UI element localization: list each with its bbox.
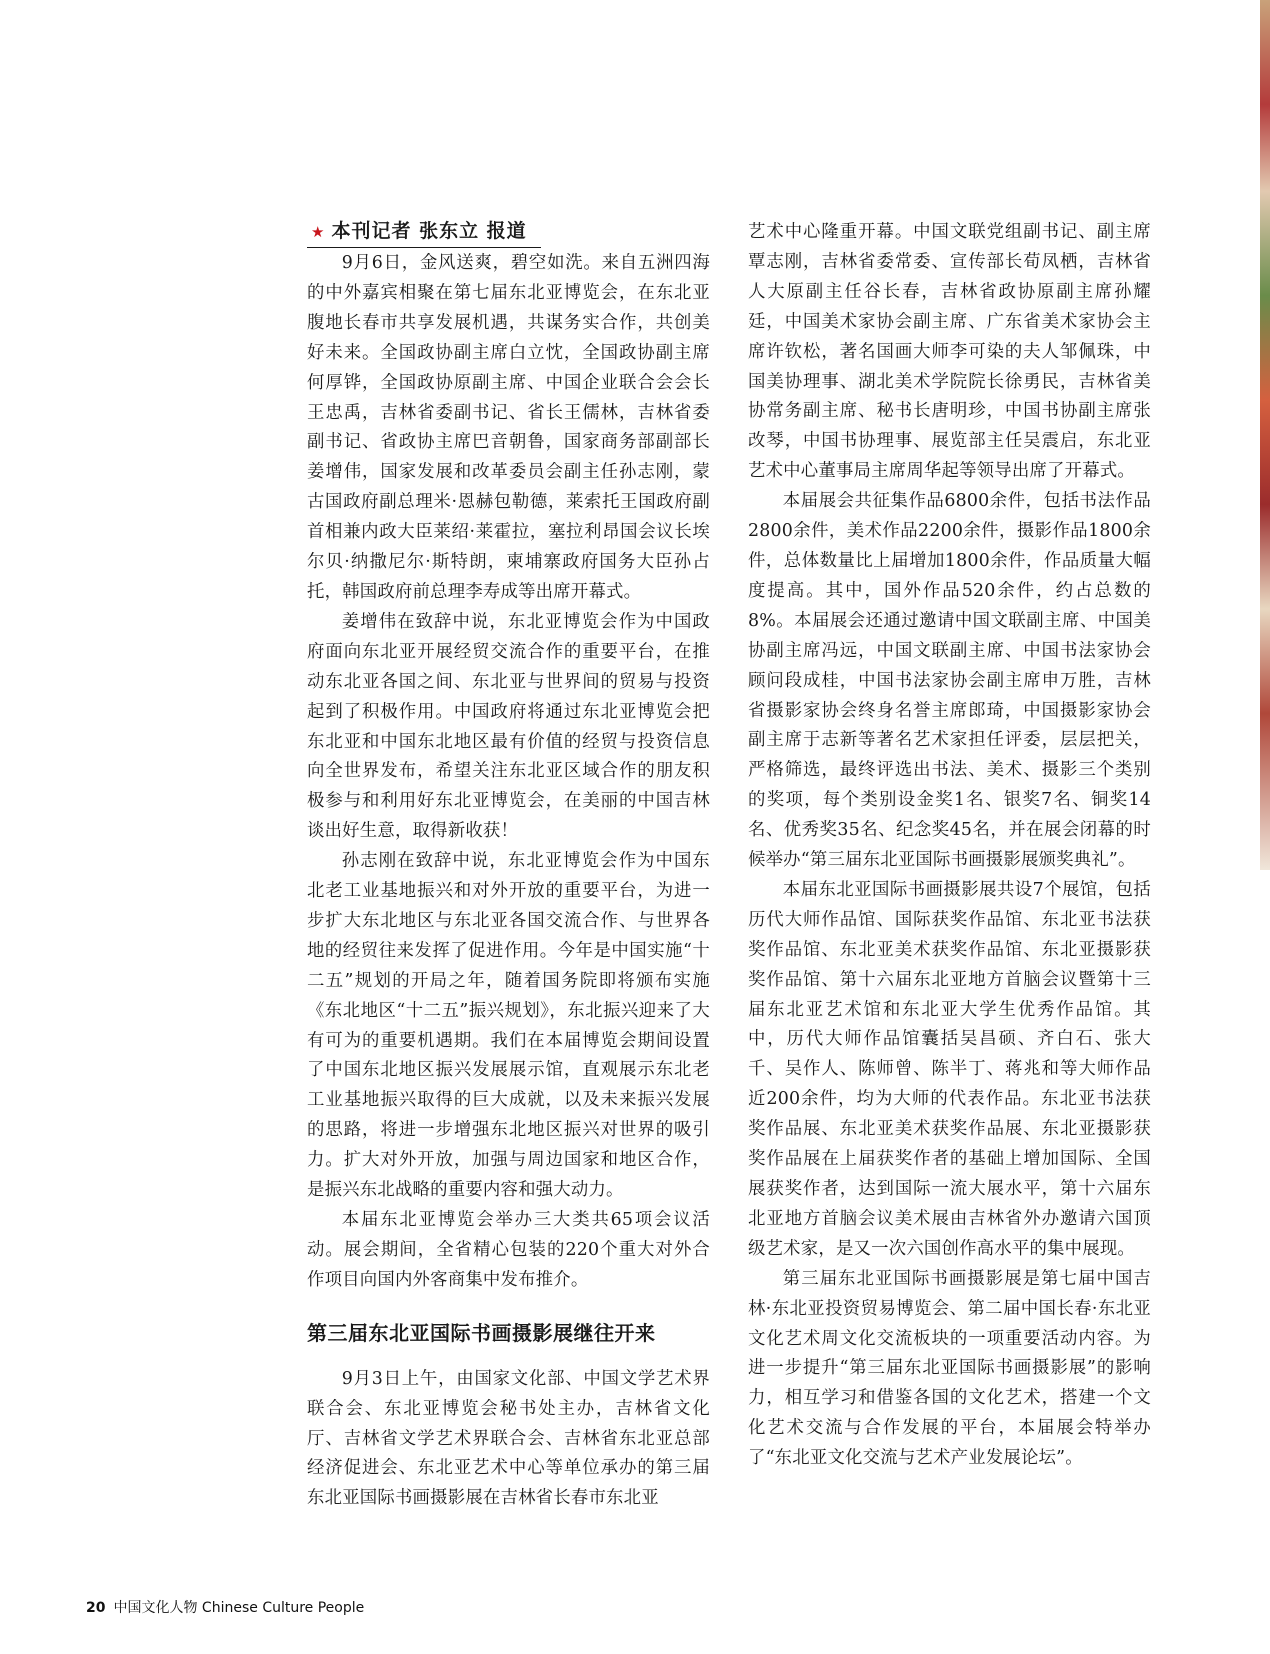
paragraph: 9月3日上午，由国家文化部、中国文学艺术界联合会、东北亚博览会秘书处主办，吉林省文化厅、吉林省文学艺术界联合会、吉林省东北亚总部经济促进会、东北亚艺术中心等单位承办的第三届东北亚国际书画摄影展在吉林省长春市东北亚 bbox=[307, 1368, 710, 1509]
paragraph: 本届展会共征集作品6800余件，包括书法作品2800余件，美术作品2200余件，摄影作品1800余件，总体数量比上届增加1800余件，作品质量大幅度提高。其中，国外作品520余件，约占总数的8%。本届展会还通过邀请中国文联副主席、中国美协副主席冯远，中国文联副主席、中国书法家协会顾问段成桂，中国书法家协会副主席申万胜，吉林省摄影家协会终身名誉主席郎琦，中国摄影家协会副主席于志新等著名艺术家担任评委，层层把关，严格筛选，最终评选出书法、美术、摄影三个类别的奖项，每个类别设金奖1名、银奖7名、铜奖14名、优秀奖35名、纪念奖45名，并在展会闭幕的时候举办“第三届东北亚国际书画摄影展颁奖典礼”。 bbox=[748, 491, 1151, 871]
page-number: 20 bbox=[86, 1600, 106, 1616]
paragraph: 第三届东北亚国际书画摄影展是第七届中国吉林·东北亚投资贸易博览会、第二届中国长春·东北亚文化艺术周文化交流板块的一项重要活动内容。为进一步提升“第三届东北亚国际书画摄影展”的影响力，相互学习和借鉴各国的文化艺术，搭建一个文化艺术交流与合作发展的平台，本届展会特举办了“东北亚文化交流与艺术产业发展论坛”。 bbox=[748, 1268, 1151, 1469]
paragraph: 9月6日，金风送爽，碧空如洗。来自五洲四海的中外嘉宾相聚在第七届东北亚博览会，在东北亚腹地长春市共享发展机遇，共谋务实合作，共创美好未来。全国政协副主席白立忱，全国政协副主席何厚铧，全国政协原副主席、中国企业联合会会长王忠禹，吉林省委副书记、省长王儒林，吉林省委副书记、省政协主席巴音朝鲁，国家商务部副部长姜增伟，国家发展和改革委员会副主任孙志刚，蒙古国政府副总理米·恩赫包勒德，莱索托王国政府副首相兼内政大臣莱绍·莱霍拉，塞拉利昂国会议长埃尔贝·纳撒尼尔·斯特朗，柬埔寨政府国务大臣孙占托，韩国政府前总理李寿成等出席开幕式。 bbox=[307, 253, 710, 602]
article-column-right bbox=[748, 218, 1151, 1474]
paragraph-continued: 艺术中心隆重开幕。中国文联党组副书记、副主席覃志刚，吉林省委常委、宣传部长荀凤栖，吉林省人大原副主任谷长春，吉林省政协原副主席孙耀廷，中国美术家协会副主席、广东省美术家协会主席许钦松，著名国画大师李可染的夫人邹佩珠，中国美协理事、湖北美术学院院长徐勇民，吉林省美协常务副主席、秘书长唐明珍，中国书协副主席张改琴，中国书协理事、展览部主任吴震启，东北亚艺术中心董事局主席周华起等领导出席了开幕式。 bbox=[748, 222, 1151, 482]
magazine-name: 中国文化人物 Chinese Culture People bbox=[113, 1600, 365, 1616]
adjacent-page-photo-edge bbox=[1260, 0, 1270, 870]
paragraph: 本届东北亚国际书画摄影展共设7个展馆，包括历代大师作品馆、国际获奖作品馆、东北亚书法获奖作品馆、东北亚美术获奖作品馆、东北亚摄影获奖作品馆、第十六届东北亚地方首脑会议暨第十三届东北亚艺术馆和东北亚大学生优秀作品馆。其中，历代大师作品馆囊括吴昌硕、齐白石、张大千、吴作人、陈师曾、陈半丁、蒋兆和等大师作品近200余件，均为大师的代表作品。东北亚书法获奖作品展、东北亚美术获奖作品展、东北亚摄影获奖作品展在上届获奖作者的基础上增加国际、全国展获奖作者，达到国际一流大展水平，第十六届东北亚地方首脑会议美术展由吉林省外办邀请六国顶级艺术家，是又一次六国创作高水平的集中展现。 bbox=[748, 879, 1151, 1259]
section-heading: 第三届东北亚国际书画摄影展继往开来 bbox=[307, 1320, 656, 1345]
paragraph: 本届东北亚博览会举办三大类共65项会议活动。展会期间，全省精心包装的220个重大对外合作项目向国内外客商集中发布推介。 bbox=[307, 1210, 710, 1290]
star-icon: ★ bbox=[311, 223, 326, 241]
article-column-left bbox=[307, 218, 710, 1514]
paragraph: 孙志刚在致辞中说，东北亚博览会作为中国东北老工业基地振兴和对外开放的重要平台，为进一步扩大东北地区与东北亚各国交流合作、与世界各地的经贸往来发挥了促进作用。今年是中国实施“十二五”规划的开局之年，随着国务院即将颁布实施《东北地区“十二五”振兴规划》，东北振兴迎来了大有可为的重要机遇期。我们在本届博览会期间设置了中国东北地区振兴发展展示馆，直观展示东北老工业基地振兴取得的巨大成就，以及未来振兴发展的思路，将进一步增强东北地区振兴对世界的吸引力。扩大对外开放，加强与周边国家和地区合作，是振兴东北战略的重要内容和强大动力。 bbox=[307, 851, 710, 1201]
byline-text: 本刊记者 张东立 报道 bbox=[331, 220, 527, 242]
page-footer bbox=[86, 1597, 364, 1617]
byline bbox=[307, 218, 541, 248]
paragraph: 姜增伟在致辞中说，东北亚博览会作为中国政府面向东北亚开展经贸交流合作的重要平台，在推动东北亚各国之间、东北亚与世界间的贸易与投资起到了积极作用。中国政府将通过东北亚博览会把东北亚和中国东北地区最有价值的经贸与投资信息向全世界发布，希望关注东北亚区域合作的朋友积极参与和利用好东北亚博览会，在美丽的中国吉林谈出好生意，取得新收获！ bbox=[307, 611, 710, 842]
